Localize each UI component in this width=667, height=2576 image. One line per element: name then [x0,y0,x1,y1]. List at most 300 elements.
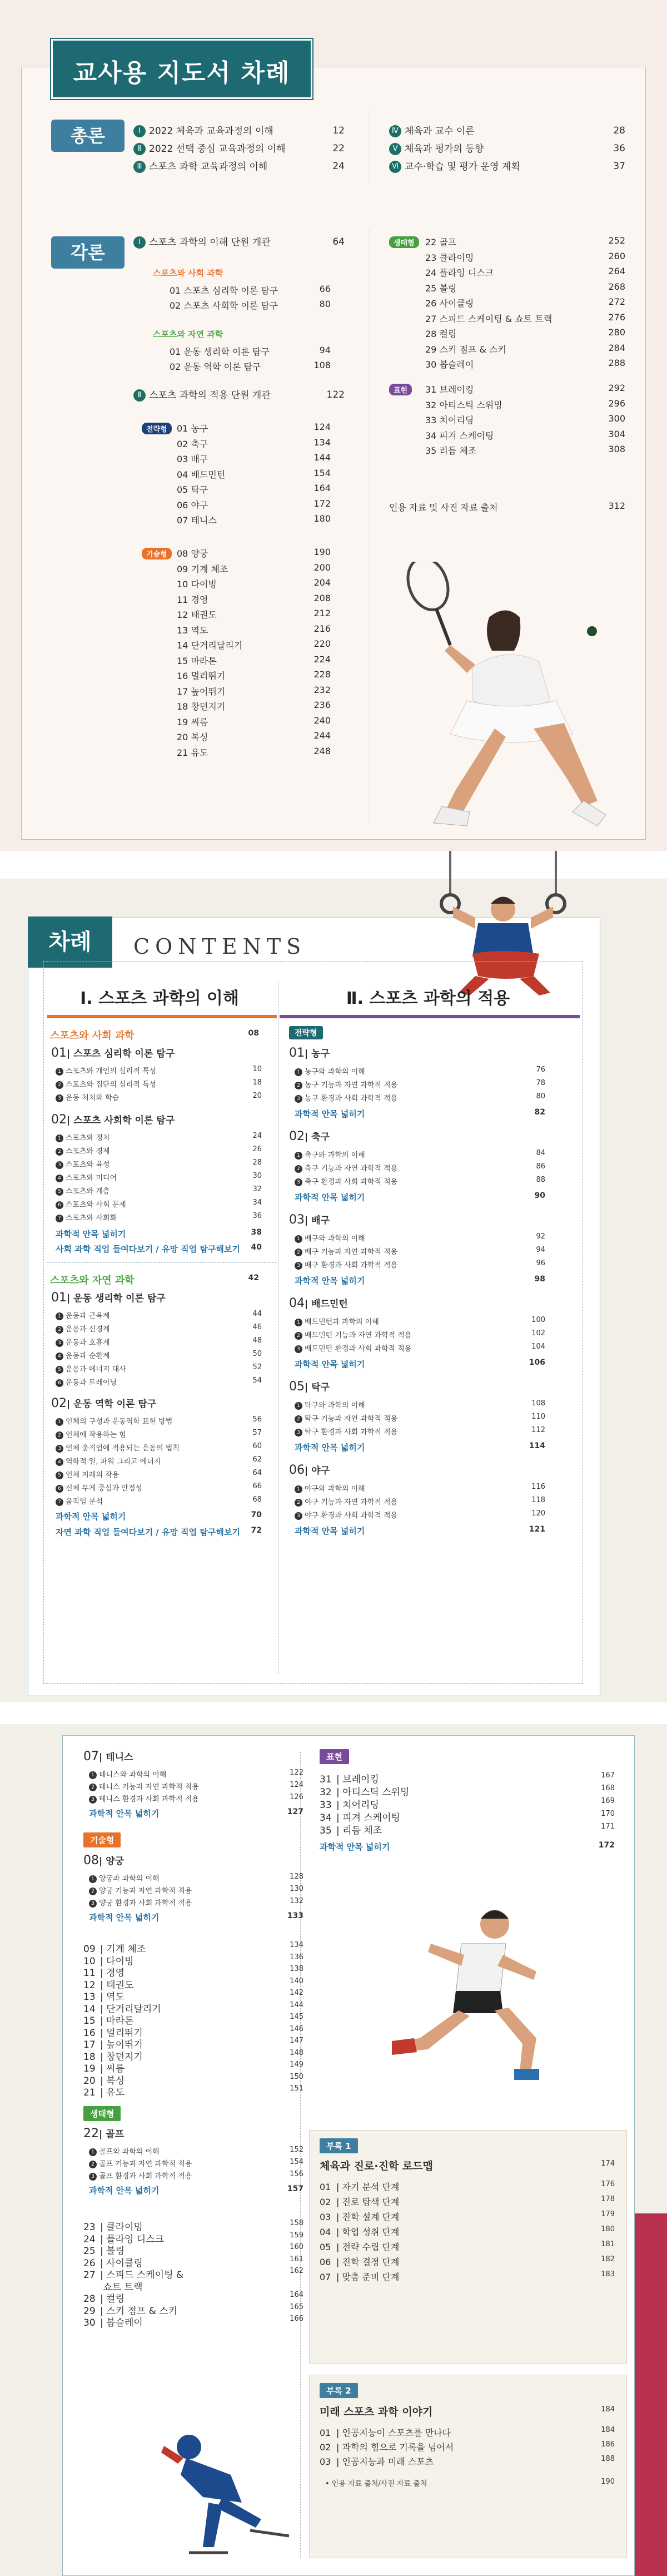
item-number-badge: 2 [56,1326,63,1334]
item-page: 169 [601,1797,615,1805]
chapter-number: 03 [289,1213,305,1227]
item-page: 156 [290,2170,303,2178]
item-page: 50 [252,1350,262,1358]
toc-item: 21 유도 [177,747,208,758]
toc-subitem [295,1246,397,1256]
item-label: 배구와 과학의 이해 [305,1235,365,1243]
item-page: 84 [536,1149,545,1157]
chapter-number: 07 [83,1750,99,1763]
item-sep: | [336,2182,342,2192]
chapter-heading [289,1296,348,1310]
section-link-page: 114 [529,1441,545,1450]
section-link: 과학적 안목 넓히기 [89,1913,160,1923]
item-number: 27 [83,2270,96,2281]
toc-subitem [295,1316,379,1326]
item-number-badge: 4 [56,1458,63,1466]
toc-item: 03 배구 [177,454,208,464]
item-label: 골프와 과학의 이해 [99,2148,160,2156]
unit-heading-page: 122 [326,389,345,400]
chapter-title: 탁구 [311,1382,330,1393]
item-sep: | [100,2257,107,2269]
item-label: 자기 분석 단계 [342,2182,400,2192]
chapter-number: 06 [289,1463,305,1477]
item-label: 브레이킹 [342,1774,379,1785]
toc-item: 14 단거리달리기 [177,640,243,651]
toc-item [320,2440,454,2453]
toc-item-page: 108 [313,360,331,370]
item-label: 피겨 스케이팅 [342,1812,401,1824]
toc-subitem [295,1413,397,1423]
item-page: 186 [601,2440,615,2449]
toc-item-page: 248 [313,745,331,756]
toc-item: 02 운동 역학 이론 탐구 [170,361,261,372]
teacher-guide-toc [0,0,667,851]
item-page: 118 [531,1496,545,1504]
toc-item-page: 264 [608,266,625,276]
item-number-badge: 1 [56,1312,63,1320]
chapter-heading [289,1463,330,1477]
item-sep: | [100,2063,107,2074]
intro-item [389,161,520,174]
chapter-heading [51,1290,166,1305]
roman-numeral-badge: Ⅰ [133,125,146,137]
toc-subitem [56,1145,109,1156]
toc-item: 33 치어리딩 [425,415,474,425]
item-page: 128 [290,1872,303,1881]
chapter-title: 운동 역학 이론 탐구 [73,1399,157,1410]
item-page: 188 [601,2455,615,2463]
item-sep: | [100,2233,107,2245]
item-number-badge: 3 [295,1512,302,1520]
appendix-title-page: 174 [601,2159,615,2168]
toc-subitem [89,1897,192,1908]
item-sep: | [100,2015,107,2027]
credits-page: 190 [601,2478,615,2486]
item-page: 94 [536,1246,545,1254]
item-number-badge: 2 [295,1332,302,1340]
toc-subitem [56,1363,126,1374]
item-page: 34 [252,1198,262,1207]
chapter-heading [51,1112,175,1127]
toc-item-page: 228 [313,669,331,680]
item-sep: | [336,2257,342,2267]
credits-page: 312 [608,501,625,511]
item-page: 44 [252,1310,262,1318]
item-number: 33 [320,1800,332,1811]
item-page: 183 [601,2270,615,2278]
item-number-badge: 5 [56,1366,63,1374]
item-label: 야구 환경과 사회 과학적 적용 [305,1512,398,1520]
item-label: 운동과 호흡계 [66,1339,110,1347]
toc-item [320,1810,400,1824]
intro-item [389,143,484,156]
toc-item-page: 190 [313,547,331,557]
category-page: 42 [248,1274,259,1282]
item-page: 96 [536,1259,545,1267]
toc-item-page: 296 [608,398,625,409]
toc-item-page: 268 [608,281,625,292]
toc-item-page: 144 [313,452,331,463]
appendix-tag: 부록 2 [320,2383,358,2398]
item-label: 배구 환경과 사회 과학적 적용 [305,1261,398,1270]
toc-subitem [295,1176,397,1186]
item-page: 176 [601,2180,615,2188]
column-heading-1: Ⅰ. 스포츠 과학의 이해 [80,989,239,1008]
item-label: 테니스 환경과 사회 과학적 적용 [99,1795,199,1804]
item-number-badge: 1 [89,2148,97,2156]
section-link-page: 38 [251,1228,262,1237]
toc-item-page: 308 [608,444,625,454]
item-label: 경영 [106,1968,125,1979]
toc-subitem [295,1066,365,1076]
toc-subitem [295,1079,397,1089]
column-heading-2: Ⅱ. 스포츠 과학의 적용 [346,989,510,1008]
chapter-title: 배드민턴 [311,1299,348,1310]
section-link: 과학적 안목 넓히기 [295,1276,365,1286]
toc-item [320,2225,399,2238]
category-heading: 스포츠와 사회 과학 [50,1030,135,1042]
item-number: 30 [83,2317,96,2329]
item-page: 18 [252,1078,262,1087]
toc-subitem [56,1469,119,1479]
item-label: 쇼트 트랙 [103,2281,143,2293]
toc-item [320,1771,379,1785]
item-number: 05 [320,2242,331,2252]
item-page: 182 [601,2255,615,2263]
item-sep: | [336,2428,342,2438]
item-page: 132 [290,1897,303,1905]
item-number-badge: 1 [89,1771,97,1779]
item-label: 운동과 에너지 대사 [66,1365,126,1374]
item-page: 124 [290,1781,303,1789]
toc-item-page: 224 [313,653,331,665]
item-number: 25 [83,2246,96,2257]
item-label: 운동과 신경계 [66,1325,110,1334]
toc-item: 16 멀리뛰기 [177,671,226,681]
item-page: 149 [290,2060,303,2069]
item-sep: | [100,2075,107,2087]
toc-item: 02 스포츠 사회학 이론 탐구 [170,300,278,311]
chapter-title: 스포츠 심리학 이론 탐구 [73,1048,175,1059]
item-number: 23 [83,2222,96,2233]
item-number-badge: 3 [56,1094,63,1102]
section-link: 과학적 안목 넓히기 [295,1526,365,1536]
item-label: 씨름 [106,2063,125,2074]
item-label: 리듬 체조 [342,1825,382,1836]
section-link-page: 133 [287,1911,303,1920]
toc-subitem [56,1415,172,1426]
item-label: 운동과 트레이닝 [66,1379,117,1387]
item-page: 100 [531,1316,545,1324]
toc-item: 34 피겨 스케이팅 [425,430,494,441]
item-page: 151 [290,2084,303,2093]
section-link-page: 157 [287,2184,303,2193]
toc-item-page: 272 [608,296,625,307]
section-link-page: 172 [598,1841,615,1850]
section-link: 과학적 안목 넓히기 [295,1109,365,1119]
item-number: 32 [320,1787,332,1798]
item-page: 46 [252,1323,262,1331]
roman-numeral-badge: Ⅲ [133,161,146,173]
item-sep: | [100,1992,107,2003]
item-page: 120 [531,1509,545,1518]
item-label: 탁구와 과학의 이해 [305,1401,365,1410]
item-page: 108 [531,1399,545,1408]
toc-item-page: 200 [313,562,331,573]
toc-item [320,1784,410,1798]
item-number: 17 [83,2039,96,2050]
toc-subitem [89,1793,199,1804]
item-sep: | [336,1800,343,1811]
chapter-number: 22 [83,2127,99,2141]
item-number: 01 [320,2428,331,2438]
item-label: 인체의 구성과 운동역학 표현 방법 [66,1418,173,1426]
toc-item: 07 테니스 [177,515,217,526]
section-link: 과학적 안목 넓히기 [295,1192,365,1202]
item-page: 56 [252,1415,262,1424]
item-label: 볼링 [106,2246,125,2257]
toc-subitem [56,1158,109,1169]
item-page: 26 [252,1145,262,1153]
chapter-sep: | [305,1048,312,1059]
item-label: 양궁과 과학의 이해 [99,1875,160,1883]
item-number-badge: 2 [89,2161,97,2168]
item-page: 146 [290,2024,303,2033]
item-number-badge: 4 [56,1175,63,1182]
chapter-heading [83,2126,124,2141]
chapter-number: 02 [51,1396,67,1410]
intro-item-label: 체육과 교수 이론 [405,126,475,137]
intro-item [389,125,475,138]
item-sep: | [336,2227,342,2237]
toc-item [320,2180,399,2193]
toc-subitem [56,1336,109,1347]
toc-subitem [56,1429,126,1439]
chapter-heading [289,1046,330,1060]
item-sep: | [336,2242,342,2252]
toc-item [320,2426,451,2439]
item-page: 68 [252,1495,262,1504]
item-label: 사이클링 [106,2257,143,2269]
toc-item-page: 220 [313,638,331,649]
item-sep: | [100,2270,107,2281]
category-pill: 전략형 [142,423,172,434]
item-label: 치어리딩 [342,1800,379,1811]
roman-numeral-badge: Ⅱ [133,389,146,402]
item-number: 01 [320,2182,331,2192]
unit-heading [133,236,271,249]
toc-item: 04 배드민턴 [177,469,226,480]
toc-subitem [89,2170,192,2181]
toc-subitem [89,2158,192,2168]
item-page: 171 [601,1822,615,1831]
toc-item: 18 창던지기 [177,701,226,712]
item-page: 159 [290,2231,303,2240]
item-page: 60 [252,1442,262,1450]
item-label: 맞춤 준비 단계 [342,2272,400,2282]
sprinter-illustration [378,1902,567,2085]
item-sep: | [336,2272,342,2282]
toc-item: 11 경영 [177,594,208,605]
chapter-sep: | [305,1465,312,1477]
item-number: 06 [320,2257,331,2267]
item-page: 20 [252,1092,262,1100]
toc-item: 10 다이빙 [177,579,217,589]
column-underline-2 [280,1015,580,1018]
toc-item: 20 복싱 [177,732,208,742]
toc-subitem [89,2146,160,2156]
item-label: 테니스와 과학의 이해 [99,1771,167,1779]
item-page: 112 [531,1426,545,1434]
item-sep: | [100,2087,107,2098]
toc-item [320,2255,399,2268]
item-label: 아티스틱 스위밍 [342,1787,410,1798]
item-label: 운동 처치와 학습 [66,1094,120,1102]
item-label: 야구와 과학의 이해 [305,1485,365,1493]
toc-item: 06 야구 [177,499,208,511]
item-number-badge: 2 [295,1082,302,1089]
toc-subitem [295,1329,411,1340]
category-page: 08 [248,1029,259,1038]
item-page: 158 [290,2219,303,2227]
chapter-heading [51,1396,156,1410]
chapter-number: 08 [83,1854,99,1867]
chapter-heading [83,1749,133,1763]
item-label: 스포츠와 사회 문제 [66,1201,126,1209]
toc-item: 26 사이클링 [425,298,474,309]
toc-subitem [56,1442,180,1453]
item-page: 116 [531,1483,545,1491]
section-link-page: 72 [251,1526,262,1535]
item-sep: | [336,1774,343,1785]
item-page: 62 [252,1455,262,1464]
item-number-badge: 3 [89,1900,97,1908]
item-sep: | [100,1979,107,1991]
item-sep: | [336,1787,343,1798]
item-number-badge: 2 [295,1499,302,1507]
item-number: 03 [320,2456,331,2467]
toc-item [320,1822,382,1836]
item-number: 19 [83,2063,96,2074]
unit-heading-label: 스포츠 과학의 이해 단원 개관 [149,237,271,248]
chapter-heading [83,1853,124,1867]
item-number-badge: 5 [56,1472,63,1479]
item-number-badge: 2 [295,1415,302,1423]
item-number: 04 [320,2227,331,2237]
toc-item [320,2240,399,2253]
item-label: 진학 설계 단계 [342,2212,400,2222]
toc-item [320,2455,434,2468]
chapter-title: 양궁 [106,1856,124,1867]
item-page: 78 [536,1079,545,1087]
item-sep: | [336,2442,342,2453]
item-number-badge: 6 [56,1485,63,1493]
item-number: 13 [83,1992,96,2003]
item-page: 102 [531,1329,545,1337]
item-label: 배드민턴 기능과 자연 과학적 적용 [305,1331,412,1340]
toc-subitem [89,1872,160,1883]
item-label: 태권도 [106,1979,134,1991]
toc-item-page: 288 [608,358,625,368]
section-link-page: 127 [287,1807,303,1816]
item-sep: | [100,1968,107,1979]
section-link-page: 90 [534,1191,545,1200]
item-page: 166 [290,2315,303,2323]
section-link-page: 40 [251,1243,262,1252]
category-tag: 기술형 [83,1832,121,1847]
intro-item-page: 36 [613,143,625,154]
item-label: 양궁 환경과 사회 과학적 적용 [99,1899,192,1908]
section-link: 자연 과학 직업 들여다보기 / 유망 직업 탐구해보기 [56,1527,240,1537]
item-sep: | [100,2293,107,2305]
item-label: 스포츠와 개인의 심리적 특성 [66,1067,157,1076]
section-link-page: 106 [529,1358,545,1367]
toc-item: 27 스피드 스케이팅 & 쇼트 트랙 [425,313,552,324]
item-page: 80 [536,1092,545,1101]
section-link: 과학적 안목 넓히기 [56,1512,126,1522]
category-pill: 기술형 [142,548,172,559]
toc-item: 12 태권도 [177,610,217,620]
item-number-badge: 1 [56,1418,63,1426]
toc-subitem [56,1350,109,1360]
toc-subitem [295,1426,397,1436]
toc-item: 31 브레이킹 [425,384,474,395]
item-sep: | [336,2197,342,2207]
item-number-badge: 3 [295,1345,302,1353]
item-number: 24 [83,2233,96,2245]
toc-subitem [56,1185,109,1196]
item-label: 축구와 과학의 이해 [305,1151,365,1160]
toc-item-page: 66 [319,284,331,294]
section-link: 과학적 안목 넓히기 [56,1229,126,1239]
intro-item [133,143,286,156]
item-sep: | [100,2246,107,2257]
item-number-badge: 1 [89,1875,97,1883]
chapter-sep: | [305,1215,312,1226]
item-label: 인체에 작용하는 힘 [66,1431,126,1439]
item-number-badge: 3 [295,1262,302,1270]
item-label: 높이뛰기 [106,2039,143,2050]
toc-subitem [56,1132,109,1142]
section-link-page: 70 [251,1510,262,1519]
toc-subitem [295,1509,397,1520]
toc-item-page: 292 [608,383,625,393]
item-label: 스포츠와 정치 [66,1134,110,1142]
chapter-title: 야구 [311,1465,330,1477]
item-sep: | [336,2456,342,2467]
item-number-badge: 7 [56,1498,63,1506]
item-number: 18 [83,2051,96,2063]
item-page: 161 [290,2255,303,2263]
section-link: 과학적 안목 넓히기 [89,2186,160,2196]
category-pill: 생태형 [389,236,419,248]
item-number-badge: 1 [295,1485,302,1493]
chapter-heading [289,1129,330,1143]
roman-numeral-badge: Ⅱ [133,143,146,155]
item-page: 150 [290,2072,303,2081]
item-number-badge: 6 [56,1201,63,1209]
toc-subitem [56,1310,109,1320]
category-tag: 전략형 [289,1026,323,1039]
item-number: 20 [83,2075,96,2087]
item-sep: | [100,2003,107,2015]
item-page: 136 [290,1953,303,1961]
item-label: 탁구 환경과 사회 과학적 적용 [305,1428,398,1436]
item-page: 179 [601,2210,615,2218]
tennis-player-illustration [389,562,623,840]
chapter-number: 01 [289,1046,305,1060]
toc-item-page: 232 [313,684,331,695]
